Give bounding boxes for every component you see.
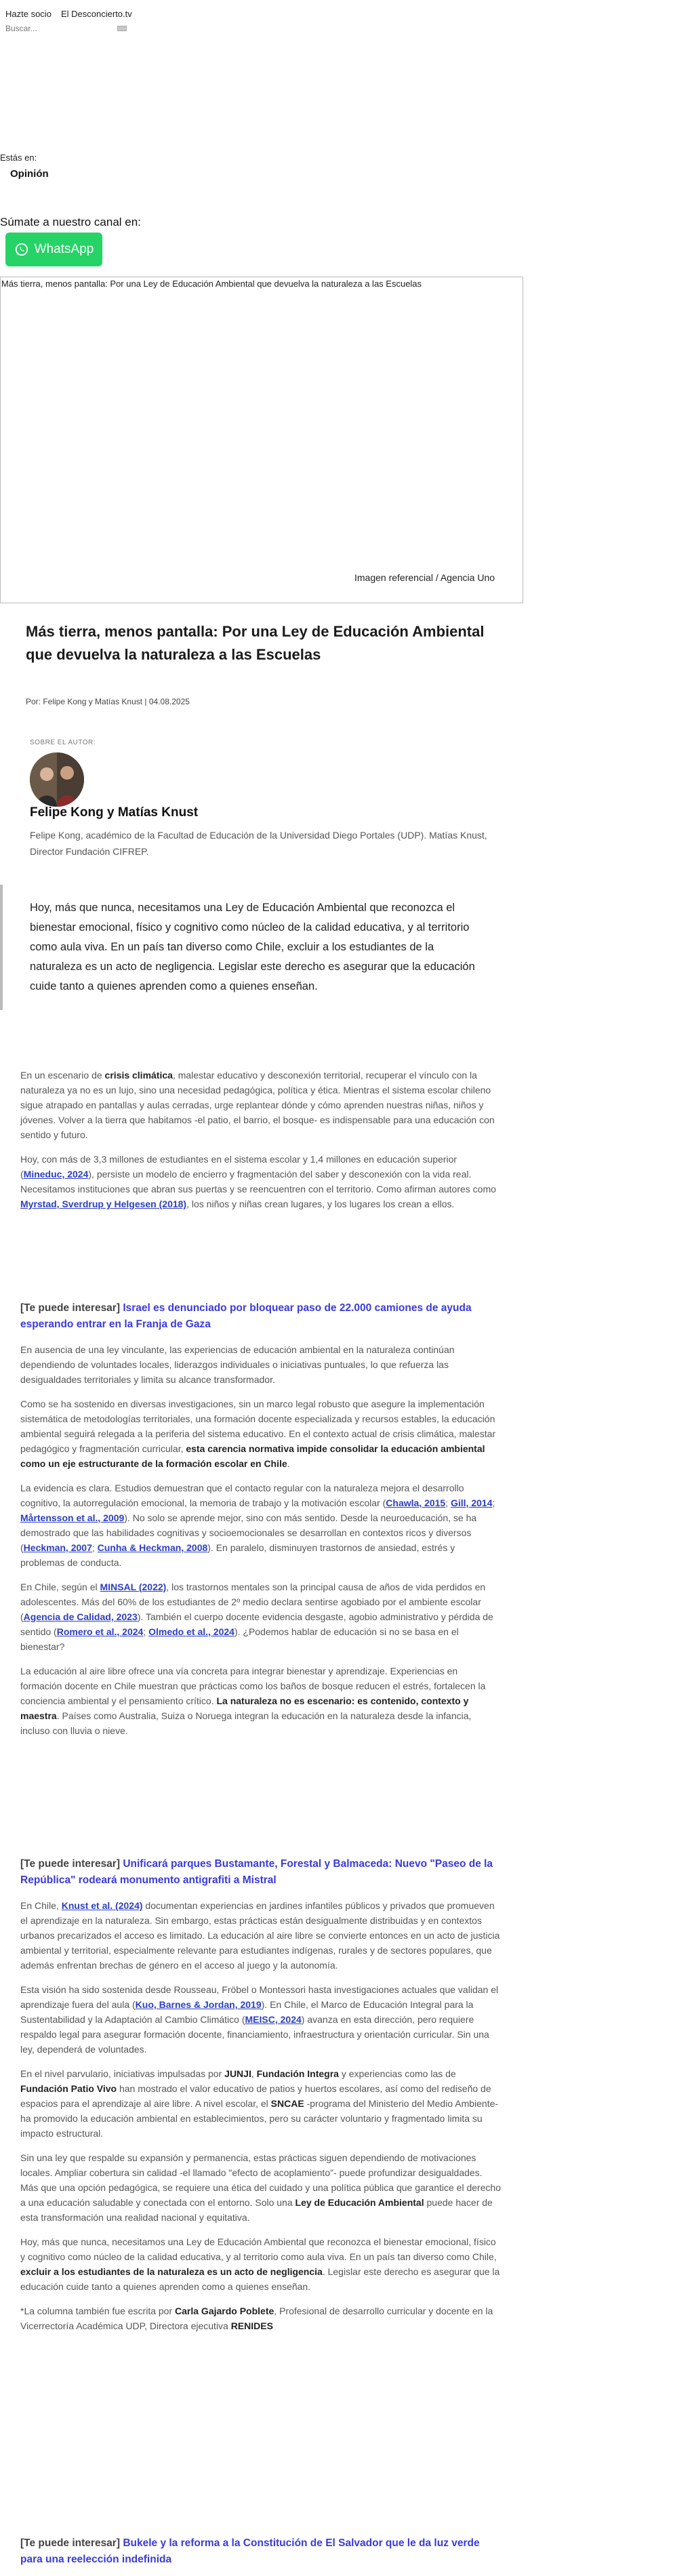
paragraph: Esta visión ha sido sostenida desde Rousseau, Fröbel o Montessori hasta investigaciones actuales que validan el aprendizaje fuera del aula (Kuo, Barnes & Jordan, 2019). En Chile, el Marco de Educación Integral para la Sustentabilidad y la Adaptación al Cambio Climático (MEISC, 2024) avanza en esta dirección, pero requiere respaldo legal para asegurar formación docente, financiamiento, infraestructura y orientación curricular. Sin una ley, dependerá de voluntades.: [20, 1984, 499, 2055]
citation-link[interactable]: Cunha & Heckman, 2008: [97, 1542, 208, 1553]
citation-link[interactable]: Chawla, 2015: [386, 1497, 446, 1508]
featured-image-alt-text: Más tierra, menos pantalla: Por una Ley de Educación Ambiental que devuelva la naturaleza a las Escuelas: [1, 279, 422, 289]
article-body-part-1: [20, 1068, 502, 1221]
author-tag: SOBRE EL AUTOR:: [30, 739, 96, 746]
citation-link[interactable]: Kuo, Barnes & Jordan, 2019: [135, 1999, 262, 2010]
citation-link[interactable]: MINSAL (2022): [100, 1582, 167, 1592]
whatsapp-button[interactable]: [5, 233, 102, 266]
paragraph: Hoy, más que nunca, necesitamos una Ley de Educación Ambiental que reconozca el bienestar emocional, físico y cognitivo como núcleo de la calidad educativa, y al territorio como aula viva. En un país tan diverso como Chile, excluir a los estudiantes de la naturaleza es un acto de negligencia. Legislar este derecho es asegurar que la educación cuide tanto a quienes aprenden como a quienes enseñan.: [20, 2236, 500, 2292]
featured-image: [0, 277, 523, 603]
citation-link[interactable]: Romero et al., 2024: [56, 1626, 144, 1637]
paragraph: En ausencia de una ley vinculante, las experiencias de educación ambiental en la naturaleza continúan dependiendo de voluntades locales, liderazgos individuales o iniciativas puntuales, lo que refuerza las desigualdades territoriales y limita su alcance transformador.: [20, 1344, 455, 1385]
article-body-part-2: [20, 1300, 502, 1748]
paragraph: En Chile, según el MINSAL (2022), los trastornos mentales son la principal causa de años de vida perdidos en adolescentes. Más del 60% de los estudiantes de 2º medio declara sentirse agobiado por el ambiente escolar (Agencia de Calidad, 2023). También el cuerpo docente evidencia desgaste, agobio administrativo y pérdida de sentido (Romero et al., 2024; Olmedo et al., 2024). ¿Podemos hablar de educación si no se basa en el bienestar?: [20, 1582, 493, 1652]
whatsapp-heading: Súmate a nuestro canal en:: [0, 216, 141, 228]
citation-link[interactable]: Heckman, 2007: [23, 1542, 92, 1553]
breadcrumb-label: Estás en:: [0, 153, 37, 163]
citation-link[interactable]: Mineduc, 2024: [23, 1169, 89, 1180]
whatsapp-button-label: WhatsApp: [34, 242, 94, 256]
desconcierto-tv-link[interactable]: El Desconcierto.tv: [61, 9, 132, 19]
paragraph: La educación al aire libre ofrece una vía concreta para integrar bienestar y aprendizaje. Experiencias en formación docente en Chile muestran que prácticas como los baños de bosque reducen el estrés, fortalecen la conciencia ambiental y el pensamiento crítico. La naturaleza no es escenario: es contenido, contexto y maestra. Países como Australia, Suiza o Noruega integran la educación en la naturaleza desde la infancia, incluso con lluvia o nieve.: [20, 1666, 486, 1736]
citation-link[interactable]: Mårtensson et al., 2009: [20, 1512, 125, 1523]
paragraph: Hoy, con más de 3,3 millones de estudiantes en el sistema escolar y 1,4 millones en educación superior (Mineduc, 2024), persiste un modelo de encierro y fragmentación del saber y desconexión con la vida real. Necesitamos instituciones que abran sus puertas y se reencuentren con el territorio. Como afirman autores como Myrstad, Sverdrup y Helgesen (2018), los niños y niñas crean lugares, y los lugares los crean a ellos.: [20, 1154, 496, 1209]
search-button[interactable]: [117, 26, 127, 31]
citation-link[interactable]: Myrstad, Sverdrup y Helgesen (2018): [20, 1199, 187, 1209]
search-box: [5, 22, 127, 37]
related-link[interactable]: [Te puede interesar] Bukele y la reforma a la Constitución de El Salvador que le da luz verde para una reelección indefinida: [20, 2537, 480, 2565]
article-byline: Por: Felipe Kong y Matías Knust | 04.08.2025: [26, 697, 190, 706]
author-avatar: [30, 752, 84, 807]
citation-link[interactable]: Olmedo et al., 2024: [148, 1626, 234, 1637]
image-credit: Imagen referencial / Agencia Uno: [354, 572, 495, 583]
paragraph: En Chile, Knust et al. (2024) documentan experiencias en jardines infantiles públicos y privados que promueven el aprendizaje en la naturaleza. Sin embargo, estas prácticas están desigualmente distribuidas y en contextos urbanos precarizados el acceso es limitado. La educación al aire libre se convierte entonces en un acto de justicia ambiental y territorial, especialmente relevante para estudiantes indígenas, rurales y de sectores populares, que además enfrentan brechas de género en el acceso al juego y la autonomía.: [20, 1900, 500, 1971]
article-body-part-3: [20, 1856, 502, 2343]
citation-link[interactable]: Knust et al. (2024): [61, 1900, 143, 1911]
paragraph: La evidencia es clara. Estudios demuestran que el contacto regular con la naturaleza mejora el desarrollo cognitivo, la autorregulación emocional, la memoria de trabajo y la motivación escolar (Chawla, 2015; Gill, 2014; Mårtensson et al., 2009). No solo se aprende mejor, sino con más sentido. Desde la neuroeducación, se ha demostrado que las habilidades cognitivas y socioemocionales se desarrollan en contextos ricos y diversos (Heckman, 2007; Cunha & Heckman, 2008). En paralelo, disminuyen trastornos de ansiedad, estrés y problemas de conducta.: [20, 1483, 495, 1568]
citation-link[interactable]: Gill, 2014: [451, 1497, 493, 1508]
related-link[interactable]: [Te puede interesar] Israel es denunciado por bloquear paso de 22.000 camiones de ayuda esperando entrar en la Franja de Gaza: [20, 1302, 472, 1330]
paragraph: *La columna también fue escrita por Carla Gajardo Poblete, Profesional de desarrollo curricular y docente en la Vicerrectoría Académica UDP, Directora ejecutiva RENIDES: [20, 2306, 493, 2331]
article-title: Más tierra, menos pantalla: Por una Ley de Educación Ambiental que devuelva la naturaleza a las Escuelas: [26, 623, 485, 663]
citation-link[interactable]: MEISC, 2024: [245, 2014, 302, 2025]
search-input[interactable]: [5, 22, 114, 35]
paragraph: Como se ha sostenido en diversas investigaciones, sin un marco legal robusto que asegure la implementación sistemática de metodologías territoriales, una formación docente especializada y recursos estables, la educación ambiental seguirá relegada a la periferia del sistema educativo. En el contexto actual de crisis climática, malestar pedagógico y fragmentación curricular, esta carencia normativa impide consolidar la educación ambiental como un eje estructurante de la formación escolar en Chile.: [20, 1398, 496, 1469]
paragraph: En un escenario de crisis climática, malestar educativo y desconexión territorial, recuperar el vínculo con la naturaleza ya no es un lujo, sino una necesidad pedagógica, política y ética. Mientras el sistema escolar chileno sigue atrapado en pantallas y aulas cerradas, urge replantear dónde y cómo aprenden nuestras niñas, niños y jóvenes. Volver a la tierra que habitamos -el patio, el barrio, el bosque- es indispensable para una educación con sentido y futuro.: [20, 1070, 495, 1140]
paragraph: Sin una ley que respalde su expansión y permanencia, estas prácticas siguen dependiendo de motivaciones locales. Ampliar cobertura sin calidad -el llamado "efecto de acoplamiento"- puede profundizar desigualdades. Más que una opción pedagógica, se requiere una ética del cuidado y una política pública que garantice el derecho a una educación saludable y conectada con el entorno. Solo una Ley de Educación Ambiental puede hacer de esta transformación una realidad nacional y equitativa.: [20, 2152, 502, 2223]
article-lede: [0, 885, 515, 1010]
lede-text: Hoy, más que nunca, necesitamos una Ley de Educación Ambiental que reconozca el bienestar emocional, físico y cognitivo como núcleo de la calidad educativa, y al territorio como aula viva. En un país tan diverso como Chile, excluir a los estudiantes de la naturaleza es un acto de negligencia. Legislar este derecho es asegurar que la educación cuide tanto a quienes aprenden como a quienes enseñan.: [30, 902, 475, 992]
hazte-socio-link[interactable]: Hazte socio: [5, 9, 52, 19]
whatsapp-icon: [14, 242, 29, 257]
author-name: Felipe Kong y Matías Knust: [30, 805, 199, 820]
article-body-part-4: [20, 2535, 502, 2576]
citation-link[interactable]: Agencia de Calidad, 2023: [23, 1611, 138, 1622]
author-bio: Felipe Kong, académico de la Facultad de Educación de la Universidad Diego Portales (UDP). Matías Knust, Director Fundación CIFREP.: [30, 830, 487, 857]
breadcrumb-section-opinion[interactable]: Opinión: [10, 168, 49, 180]
paragraph: En el nivel parvulario, iniciativas impulsadas por JUNJI, Fundación Integra y experiencias como las de Fundación Patio Vivo han mostrado el valor educativo de patios y huertos escolares, así como del rediseño de espacios para el aprendizaje al aire libre. A nivel escolar, el SNCAE -programa del Ministerio del Medio Ambiente- ha promovido la educación ambiental en establecimientos, pero su carácter voluntario y fragmentado limita su impacto estructural.: [20, 2068, 499, 2139]
related-link[interactable]: [Te puede interesar] Unificará parques Bustamante, Forestal y Balmaceda: Nuevo "Paseo de la República" rodeará monumento antigrafiti a Mistral: [20, 1858, 493, 1886]
top-bar: [0, 5, 694, 38]
